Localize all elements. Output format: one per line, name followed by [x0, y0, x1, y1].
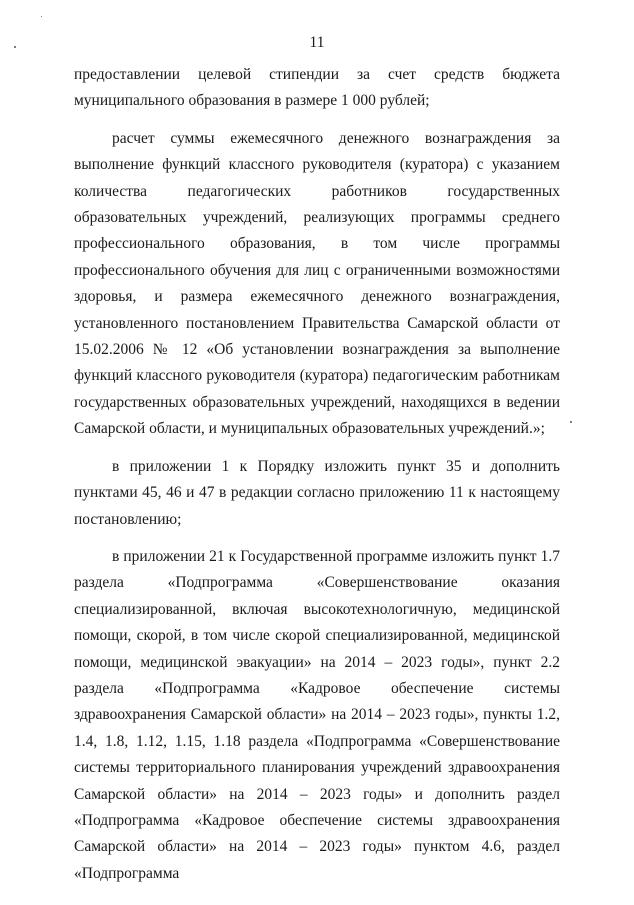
- scan-speck: [14, 46, 16, 48]
- scan-speck: [570, 421, 572, 423]
- scan-speck: [41, 16, 42, 17]
- paragraph-1: предоставлении целевой стипендии за счет средств бюджета муниципального образования в размере 1 000 рублей;: [74, 66, 560, 110]
- document-body: [74, 62, 560, 887]
- paragraph-3: в приложении 1 к Порядку изложить пункт 35 и дополнить пунктами 45, 46 и 47 в редакции согласно приложению 11 к настоящему постановлению;: [74, 457, 560, 528]
- paragraph-2: расчет суммы ежемесячного денежного вознаграждения за выполнение функций классного руководителя (куратора) с указанием количества педагогических работников государственных образовательных учреждений, реализующих программы среднего профессионального образования, в том числе программы профессионального обучения для лиц с ограниченными возможностями здоровья, и размера ежемесячного денежного вознаграждения, установленного постановлением Правительства Самарской области от 15.02.2006 № 12 «Об установлении вознаграждения за выполнение функций классного руководителя (куратора) педагогическим работникам государственных образовательных учреждений, находящихся в ведении Самарской области, и муниципальных образовательных учреждений.»;: [74, 129, 560, 438]
- paragraph-4: в приложении 21 к Государственной программе изложить пункт 1.7 раздела «Подпрограмма «Совершенствование оказания специализированной, включая высокотехнологичную, медицинской помощи, скорой, в том числе скорой специализированной, медицинской помощи, медицинской эвакуации» на 2014 – 2023 годы», пункт 2.2 раздела «Подпрограмма «Кадровое обеспечение системы здравоохранения Самарской области» на 2014 – 2023 годы», пункты 1.2, 1.4, 1.8, 1.12, 1.15, 1.18 раздела «Подпрограмма «Совершенствование системы территориального планирования учреждений здравоохранения Самарской области» на 2014 – 2023 годы» и дополнить раздел «Подпрограмма «Кадровое обеспечение системы здравоохранения Самарской области» на 2014 – 2023 годы» пунктом 4.6, раздел «Подпрограмма: [74, 547, 560, 882]
- page-number: 11: [309, 34, 325, 51]
